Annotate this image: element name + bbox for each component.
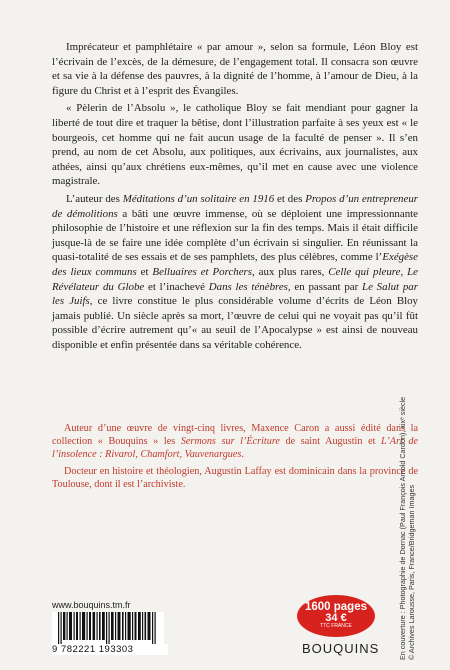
text-run: ,	[400, 265, 408, 278]
page-count: 1600 pages	[304, 601, 367, 613]
publisher-name: BOUQUINS	[302, 641, 380, 656]
book-title: Le Salut par les Juifs	[52, 280, 418, 308]
book-title: Le Révélateur du Globe	[52, 265, 418, 293]
text-run: a bâti une œuvre immense, où se déploient une impressionnante philosophie de l’histoire et une réflexion sur la fin des temps. Mais il était difficile jusque-là de se faire une idée complète d’un écrivain si singulier. En réunissant la quasi-totalité de ses essais et de ses pamphlets, des plus célèbres, comme l’	[52, 207, 419, 264]
text-run: .	[241, 449, 244, 461]
text-run: , aux plus rares,	[252, 265, 329, 278]
book-title: Dans les ténèbres	[208, 280, 288, 293]
book-title: Sermons sur l’Écriture	[180, 436, 280, 448]
text-run: et l’inachevé	[144, 280, 209, 293]
editor-bio-caron	[52, 422, 418, 462]
paragraph-3	[52, 192, 418, 353]
text-run: et des	[274, 192, 306, 205]
price: 34 €	[325, 612, 347, 624]
book-title: L’Art de l’insolence : Rivarol, Chamfort, Vauvenargues	[52, 436, 418, 461]
book-title: Celle qui pleure	[328, 265, 401, 278]
credits-line-1: En couverture : Photographie de Dornac (Paul François Arnold Cardon), xixᵉ siècle	[398, 396, 407, 660]
editor-bio-laffay: Docteur en histoire et théologien, Augustin Laffay est dominicain dans la province de Toulouse, dont il est l’archiviste.	[52, 465, 418, 490]
credits-line-2: © Archives Larousse, Paris, France/Bridgeman Images	[407, 484, 416, 660]
barcode-bars	[52, 612, 164, 644]
text-run: , en passant par	[287, 280, 363, 293]
publisher-url: www.bouquins.tm.fr	[52, 600, 131, 610]
paragraph-1: Imprécateur et pamphlétaire « par amour », selon sa formule, Léon Bloy est l’écrivain de l’excès, de la démesure, de l’engagement total. Il consacra son œuvre et sa vie à la défense des pauvres, à la dignité de l’homme, à l’amour de Dieu, à la figure du Christ et à l’esprit des Évangiles.	[52, 41, 418, 97]
price-badge	[297, 595, 375, 637]
paragraph-2: « Pèlerin de l’Absolu », le catholique Bloy se fait mendiant pour gagner la liberté de tout dire et traquer la bêtise, dont l’illustration parfaite à ses yeux est « le bourgeois, cet homme qui ne fait aucun usage de la faculté de penser ». Il s’en prend, au nom de cet Absolu, aux politiques, aux écrivains, aux journalistes, aux athées, ainsi qu’aux chrétiens eux-mêmes, qu’il met en cause avec une violence magistrale.	[52, 102, 418, 188]
book-title: Méditations d’un solitaire en 1916	[122, 192, 275, 205]
book-title: Belluaires et Porchers	[152, 265, 253, 278]
text-run: , ce livre constitue le plus considérable volume d’écrits de Léon Bloy jamais publié. Un siècle après sa mort, l’œuvre de celui qui ne voyait pas qu’il fût possible d’écrire autrement qu’« au seuil de l’Apocalypse » est ainsi de nouveau disponible et enfin présentée dans sa véritable cohérence.	[52, 295, 419, 351]
isbn-digits: 9 782221 193303	[52, 644, 168, 655]
description-text	[52, 40, 418, 355]
editors-bio	[52, 422, 418, 494]
price-region: TTC FRANCE	[320, 623, 352, 629]
cover-credits	[398, 397, 416, 660]
text-run: Auteur d’une œuvre de vingt-cinq livres, Maxence Caron a aussi édité dans la collection « Bouquins » les	[52, 423, 418, 448]
book-title: Propos d’un entrepreneur de démolitions	[52, 192, 418, 220]
text-run: L’auteur des	[66, 192, 123, 205]
text-run: de saint Augustin et	[279, 436, 382, 448]
text-run: et	[136, 265, 153, 278]
book-title: Exégèse des lieux communs	[52, 251, 418, 278]
